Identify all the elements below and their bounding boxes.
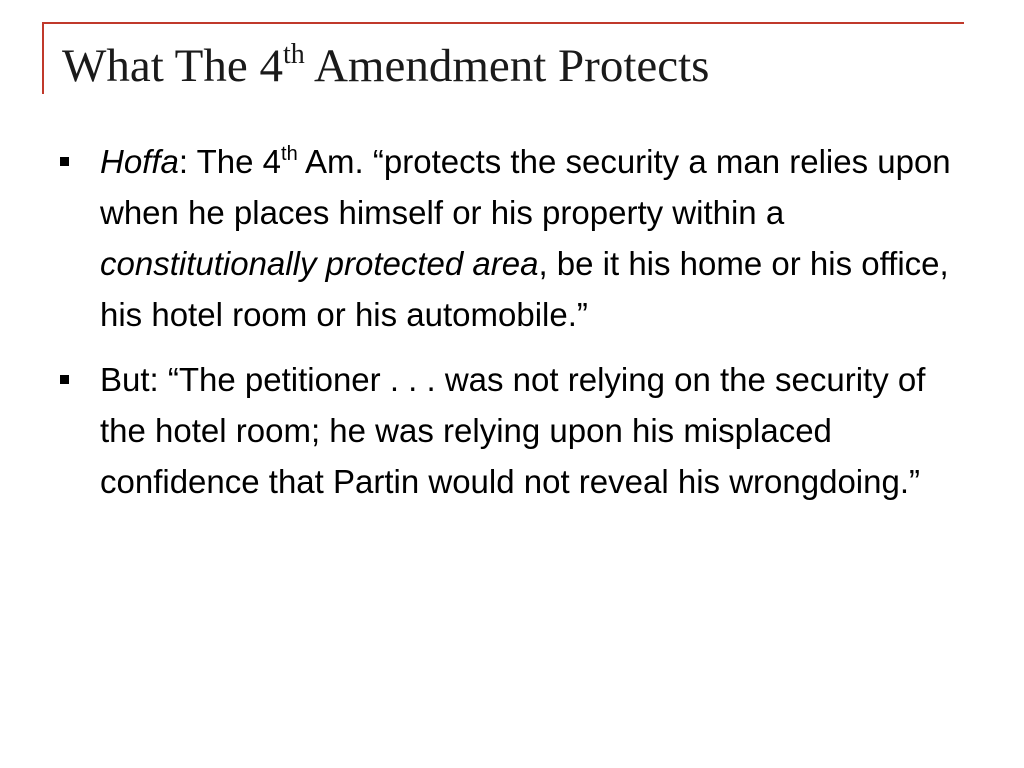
bullet-item-but — [60, 354, 980, 507]
title-accent-line-top — [42, 22, 964, 24]
slide-title — [62, 38, 709, 94]
title-superscript: th — [283, 39, 305, 70]
bullet-quote-part-1: Am. “protects the security a man relies upon when he places himself or his property within a — [100, 143, 951, 231]
square-bullet-icon — [60, 375, 69, 384]
case-name: Hoffa — [100, 143, 179, 180]
bullet-text-lead: : The 4 — [178, 143, 282, 180]
bullet-emphasis: constitutionally protected area — [100, 245, 539, 282]
bullet-list — [60, 136, 980, 521]
title-text-end: Amendment Protects — [304, 40, 710, 92]
bullet-quote-part-2: , be it his home or his office, his hotel room or his automobile.” — [100, 245, 949, 333]
title-accent-line-left — [42, 22, 44, 94]
bullet-text: But: “The petitioner . . . was not relying on the security of the hotel room; he was relying upon his misplaced confidence that Partin would not reveal his wrongdoing.” — [100, 361, 926, 500]
square-bullet-icon — [60, 157, 69, 166]
title-text-start: What The 4 — [62, 40, 284, 92]
bullet-superscript: th — [281, 143, 298, 165]
bullet-item-hoffa — [60, 136, 980, 340]
